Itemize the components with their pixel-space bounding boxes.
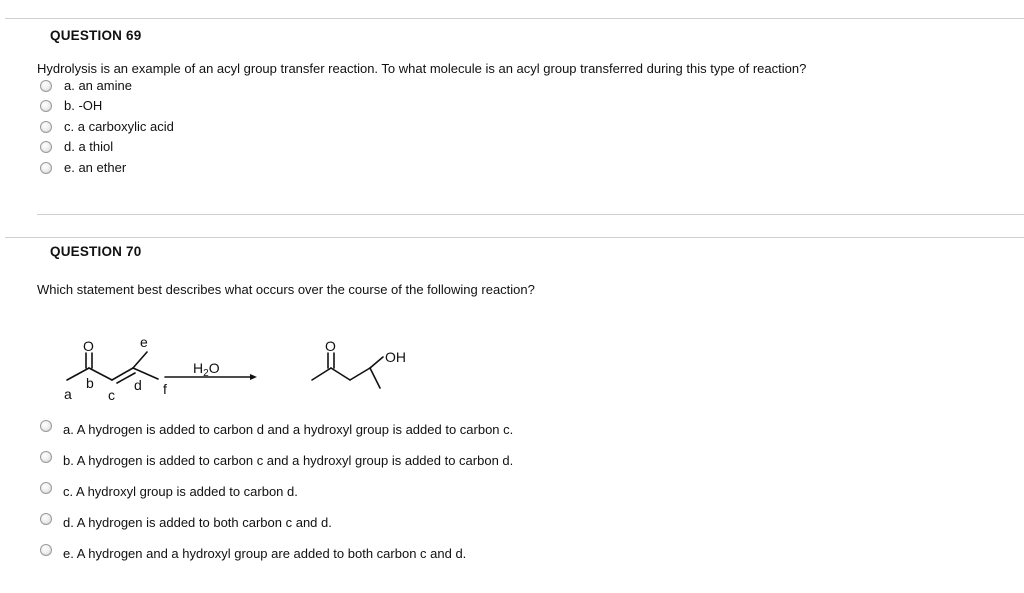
reagent-water: $H_2O$ [193,360,220,379]
question-69-text: Hydrolysis is an example of an acyl group transfer reaction. To what molecule is an acyl group transferred during this type of reaction? [37,61,807,76]
product-oxygen: O [325,338,336,354]
option-label: e. an ether [64,160,127,175]
arrow-head [250,374,257,380]
q69-option-e[interactable] [40,160,126,175]
radio-button[interactable] [40,544,52,556]
product-hydroxyl: OH [385,349,406,365]
label-b: b [86,375,94,391]
q69-option-b[interactable] [40,98,102,113]
radio-button[interactable] [40,420,52,432]
q69-option-d[interactable] [40,139,113,154]
label-a: a [64,386,72,402]
option-label: a. an amine [64,78,132,93]
radio-button[interactable] [40,513,52,525]
q70-option-c[interactable] [40,480,298,499]
radio-button[interactable] [40,100,52,112]
q69-option-c[interactable] [40,119,174,134]
label-d: d [134,377,142,393]
product-bond [370,357,383,368]
top-divider [5,18,1024,19]
q70-option-d[interactable] [40,511,332,530]
product-bond [370,368,380,388]
radio-button[interactable] [40,451,52,463]
q70-option-b[interactable] [40,449,514,468]
question-divider [5,237,1024,238]
option-label: b. A hydrogen is added to carbon c and a hydroxyl group is added to carbon d. [63,453,514,468]
radio-button[interactable] [40,80,52,92]
radio-button[interactable] [40,121,52,133]
option-label: a. A hydrogen is added to carbon d and a hydroxyl group is added to carbon c. [63,422,514,437]
option-label: d. A hydrogen is added to both carbon c and d. [63,515,332,530]
option-label: b. -OH [64,98,103,113]
q70-option-e[interactable] [40,542,467,561]
option-label: c. A hydroxyl group is added to carbon d. [63,484,298,499]
reaction-diagram [0,330,440,410]
option-label: c. a carboxylic acid [64,119,174,134]
product-bond [312,368,331,380]
label-e: e [140,334,148,350]
label-c: c [108,387,115,403]
option-label: d. a thiol [64,139,114,154]
bond-c-d-double [117,373,135,383]
q69-option-a[interactable] [40,78,132,93]
question-69-title: QUESTION 69 [50,28,142,43]
question-70-title: QUESTION 70 [50,244,142,259]
q70-option-a[interactable] [40,418,514,437]
radio-button[interactable] [40,162,52,174]
label-f: f [163,381,167,397]
option-label: e. A hydrogen and a hydroxyl group are added to both carbon c and d. [63,546,467,561]
radio-button[interactable] [40,141,52,153]
product-bond [331,368,350,380]
question-70-text: Which statement best describes what occurs over the course of the following reaction? [37,282,535,297]
product-bond [350,368,370,380]
question-divider [37,214,1024,215]
radio-button[interactable] [40,482,52,494]
carbonyl-oxygen: O [83,338,94,354]
bond-d-e [133,352,147,368]
bond-c-d [112,368,133,380]
